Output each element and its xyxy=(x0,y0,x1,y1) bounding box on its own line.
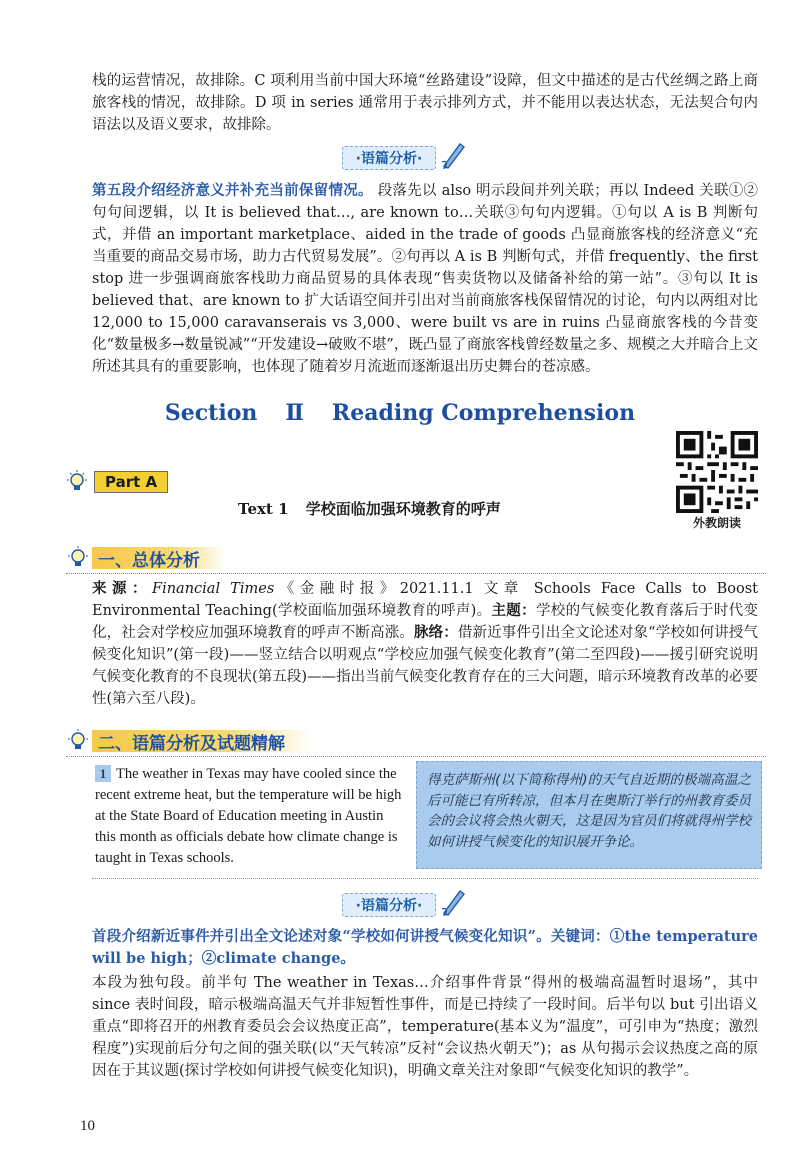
page-number: 10 xyxy=(80,1118,95,1134)
detail-header xyxy=(66,728,766,754)
analysis-badge-label: ·语篇分析· xyxy=(355,151,423,167)
theme-text: 学校的气候变化教育落后于时代变化，社会对学校应加强环境教育的呼声不断高涨。 xyxy=(92,603,759,641)
pen-icon xyxy=(440,140,466,170)
paragraph1-analysis-body: 本段为独句段。前半句 The weather in Texas…介绍事件背景“得州的极端高温暂时退场”，其中 since 表时间段，暗示极端高温天气并非短暂性事件，而是已持续了一段时间。后半句以 but 引出语义重点“即将召开的州教育委员会会议热度正高”，temperature(基本义为“温度”，可引申为“热度；激烈程度”)实现前后分句之间的强关联(以“天气转凉”反衬“会议热火朝天”)；as 从句揭示会议热度之高的原因在于其议题(探讨学校如何讲授气候变化知识)，明确文章关注对象即“气候变化知识的教学”。 xyxy=(92,975,758,1079)
paragraph5-analysis-lead: 第五段介绍经济意义并补充当前保留情况。 xyxy=(92,182,373,199)
paragraph1-english-text: The weather in Texas may have cooled since the recent extreme heat, but the temperature will be high at the State Board of Education meeting in Austin this month as officials debate how climate change is taught in Texas schools. xyxy=(95,766,402,866)
top-paragraph: 栈的运营情况，故排除。C 项利用当前中国大环境“丝路建设”设障，但文中描述的是古代丝绸之路上商旅客栈的情况，故排除。D 项 in series 通常用于表示排列方式，并不能用以表达状态，无法契合句内语法以及语义要求，故排除。 xyxy=(92,73,758,133)
overview-header-label: 一、总体分析 xyxy=(98,550,200,571)
context-text: 借新近事件引出全文论述对象“学校如何讲授气候变化知识”(第一段)——竖立结合以明观点“学校应加强气候变化教育”(第二至四段)——援引研究说明气候变化教育的不良现状(第五段)——指出当前气候变化教育存在的三大问题，暗示环境教育改革的必要性(第六至八段)。 xyxy=(92,625,759,707)
context-label: 脉络： xyxy=(413,624,458,641)
section-numeral: Ⅱ xyxy=(285,400,304,426)
source-publication: Financial Times xyxy=(152,581,275,597)
section-label: Section xyxy=(164,400,258,426)
paragraph1-english xyxy=(95,764,407,869)
source-label: 来源： xyxy=(92,580,153,597)
divider xyxy=(92,878,758,879)
paragraph-number: 1 xyxy=(95,765,111,782)
analysis-badge-1 xyxy=(342,146,436,170)
qr-label: 外教朗读 xyxy=(692,516,741,530)
part-a-label: Part A xyxy=(94,471,168,493)
source-rest: 《金融时报》2021.11.1 文章 Schools Face Calls to Boost Environmental Teaching(学校面临加强环境教育的呼声)。 xyxy=(92,581,759,619)
part-a-heading xyxy=(66,470,168,494)
text1-label: Text 1 xyxy=(238,500,289,518)
paragraph5-analysis xyxy=(92,180,758,378)
text1-heading: 学校面临加强环境教育的呼声 xyxy=(305,500,501,518)
analysis-badge-label: ·语篇分析· xyxy=(355,898,423,914)
section-heading: Reading Comprehension xyxy=(331,400,636,426)
qr-code-icon[interactable] xyxy=(676,431,758,513)
lightbulb-icon xyxy=(66,729,90,753)
paragraph5-analysis-body: 段落先以 also 明示段间并列关联；再以 Indeed 关联①②句句间逻辑，以 It is believed that…, are known to…关联③句句内逻辑。①句以 A is B 判断句式，并借 an important marketplace、aided in the trade of goods 凸显商旅客栈的经济意义“充当重要的商品交易市场，助力古代贸易发展”。②句再以 A is B 判断句式，并借 frequently、the first stop 进一步强调商旅客栈助力商品贸易的具体表现“售卖货物以及储备补给的第一站”。③句以 It is believed that、are known to 扩大话语空间并引出对当前商旅客栈保留情况的讨论，句内以两组对比 12,000 to 15,000 caravanserais vs 3,000、were built vs are in ruins 凸显商旅客栈的今昔变化“数量极多→数量锐减”“开发建设→破败不堪”，既凸显了商旅客栈曾经数量之多、规模之大并暗合上文所述其具有的重要影响，也体现了随着岁月流逝而逐渐退出历史舞台的苍凉感。 xyxy=(92,183,758,375)
paragraph1-analysis-lead: 首段介绍新近事件并引出全文论述对象“学校如何讲授气候变化知识”。关键词：①the temperature will be high；②climate change。 xyxy=(92,928,758,967)
pen-icon xyxy=(440,887,466,917)
theme-label: 主题： xyxy=(491,602,536,619)
overview-header xyxy=(66,545,766,571)
paragraph1-analysis xyxy=(92,926,758,1082)
section-title xyxy=(0,400,800,426)
lightbulb-icon xyxy=(66,470,88,494)
detail-header-label: 二、语篇分析及试题精解 xyxy=(98,733,285,754)
overview-body xyxy=(92,578,758,710)
paragraph1-translation: 得克萨斯州(以下简称得州)的天气自近期的极端高温之后可能已有所转凉，但本月在奥斯汀举行的州教育委员会的会议将会热火朝天，这是因为官员们将就得州学校如何讲授气候变化的知识展开争论。 xyxy=(416,761,762,869)
lightbulb-icon xyxy=(66,546,90,570)
text1-title xyxy=(238,498,501,519)
analysis-badge-2 xyxy=(342,893,436,917)
